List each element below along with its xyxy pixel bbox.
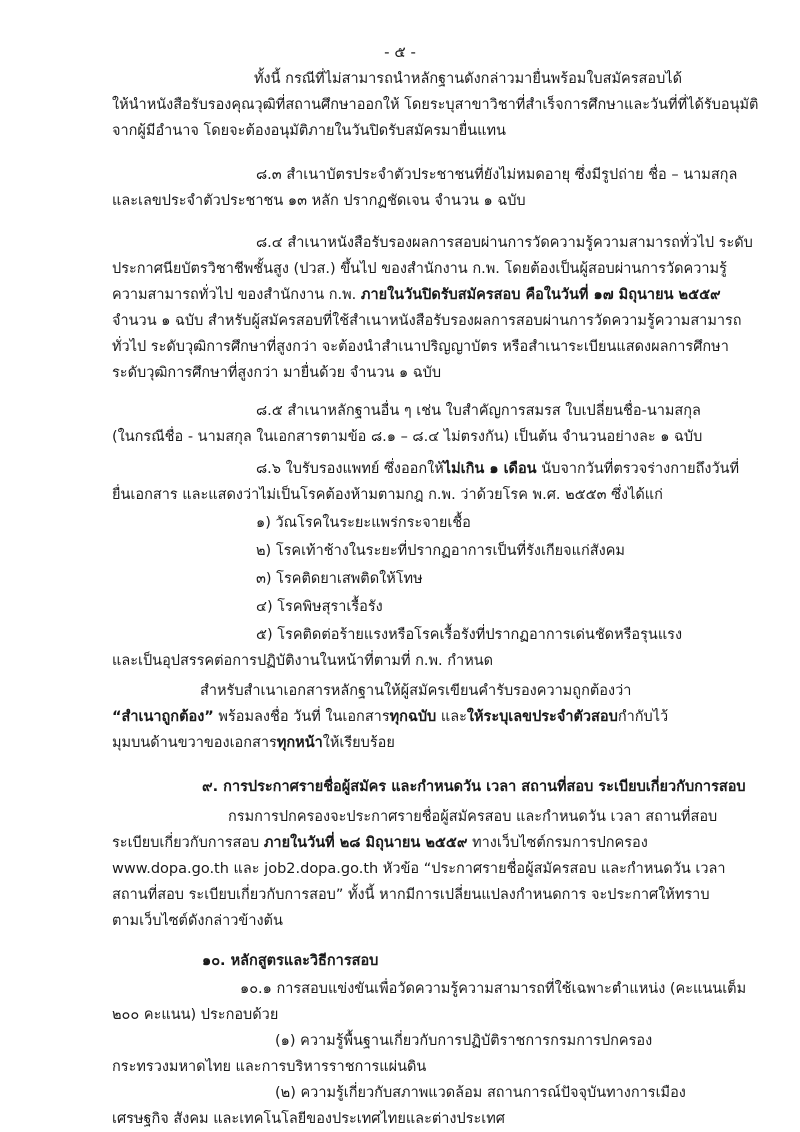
text-line: จากผู้มีอำนาจ โดยจะต้องอนุมัติภายในวันปิดรับสมัครมายื่นแทน — [112, 123, 506, 139]
text-line: สำหรับสำเนาเอกสารหลักฐานให้ผู้สมัครเขียนคำรับรองความถูกต้องว่า — [200, 683, 632, 699]
text-line: กรมการปกครองจะประกาศรายชื่อผู้สมัครสอบ และกำหนดวัน เวลา สถานที่สอบ — [228, 809, 718, 825]
section-heading: ๑๐. หลักสูตรและวิธีการสอบ — [202, 953, 379, 969]
list-item: ๕) โรคติดต่อร้ายแรงหรือโรคเรื้อรังที่ปรากฏอาการเด่นชัดหรือรุนแรง — [256, 627, 683, 643]
text-line: ๘.๖ ใบรับรองแพทย์ ซึ่งออกให้ไม่เกิน ๑ เดือน นับจากวันที่ตรวจร่างกายถึงวันที่ — [256, 461, 740, 477]
section-heading: ๙. การประกาศรายชื่อผู้สมัคร และกำหนดวัน เวลา สถานที่สอบ ระเบียบเกี่ยวกับการสอบ — [202, 779, 746, 795]
text-line: มุมบนด้านขวาของเอกสารทุกหน้าให้เรียบร้อย — [112, 735, 395, 751]
text-line: และเลขประจำตัวประชาชน ๑๓ หลัก ปรากฏชัดเจน จำนวน ๑ ฉบับ — [112, 193, 526, 209]
text-line: ตามเว็บไซต์ดังกล่าวข้างต้น — [112, 913, 283, 929]
text-line: ระดับวุฒิการศึกษาที่สูงกว่า มายื่นด้วย จำนวน ๑ ฉบับ — [112, 365, 442, 381]
text-line: เศรษฐกิจ สังคม และเทคโนโลยีของประเทศไทยและต่างประเทศ — [112, 1111, 505, 1127]
text-line: ให้นำหนังสือรับรองคุณวุฒิที่สถานศึกษาออกให้ โดยระบุสาขาวิชาที่สำเร็จการศึกษาและวันที่ที่ได้รับอนุมัติ — [112, 97, 759, 113]
text-line: (๑) ความรู้พื้นฐานเกี่ยวกับการปฏิบัติราชการกรมการปกครอง — [275, 1033, 653, 1049]
text-line: และเป็นอุปสรรคต่อการปฏิบัติงานในหน้าที่ตามที่ ก.พ. กำหนด — [112, 653, 494, 669]
text-line: จำนวน ๑ ฉบับ สำหรับผู้สมัครสอบที่ใช้สำเนาหนังสือรับรองผลการสอบผ่านการวัดความรู้ความสามารถ — [112, 313, 742, 329]
text-line: ความสามารถทั่วไป ของสำนักงาน ก.พ. ภายในวันปิดรับสมัครสอบ คือในวันที่ ๑๗ มิถุนายน ๒๕๕๙ — [112, 287, 721, 303]
text-line: www.dopa.go.th และ job2.dopa.go.th หัวข้อ “ประกาศรายชื่อผู้สมัครสอบ และกำหนดวัน เวลา — [112, 861, 726, 877]
text-line: ประกาศนียบัตรวิชาชีพชั้นสูง (ปวส.) ขึ้นไป ของสำนักงาน ก.พ. โดยต้องเป็นผู้สอบผ่านการวัดความรู้ — [112, 261, 727, 277]
text-line: ๑๐.๑ การสอบแข่งขันเพื่อวัดความรู้ความสามารถที่ใช้เฉพาะตำแหน่ง (คะแนนเต็ม — [240, 981, 747, 997]
page-number: - ๕ - — [384, 43, 416, 61]
list-item: ๓) โรคติดยาเสพติดให้โทษ — [256, 571, 423, 587]
list-item: ๒) โรคเท้าช้างในระยะที่ปรากฏอาการเป็นที่รังเกียจแก่สังคม — [256, 543, 625, 559]
text-line: ระเบียบเกี่ยวกับการสอบ ภายในวันที่ ๒๘ มิถุนายน ๒๕๕๙ ทางเว็บไซต์กรมการปกครอง — [112, 835, 648, 851]
text-line: (๒) ความรู้เกี่ยวกับสภาพแวดล้อม สถานการณ์ปัจจุบันทางการเมือง — [275, 1085, 686, 1101]
text-line: ๒๐๐ คะแนน) ประกอบด้วย — [112, 1007, 279, 1023]
text-line: “สำเนาถูกต้อง” พร้อมลงชื่อ วันที่ ในเอกสารทุกฉบับ และให้ระบุเลขประจำตัวสอบกำกับไว้ — [112, 709, 669, 725]
text-line: ยื่นเอกสาร และแสดงว่าไม่เป็นโรคต้องห้ามตามกฎ ก.พ. ว่าด้วยโรค พ.ศ. ๒๕๕๓ ซึ่งได้แก่ — [112, 487, 663, 503]
text-line: กระทรวงมหาดไทย และการบริหารราชการแผ่นดิน — [112, 1059, 427, 1075]
list-item: ๔) โรคพิษสุราเรื้อรัง — [256, 599, 383, 615]
text-line: ๘.๔ สำเนาหนังสือรับรองผลการสอบผ่านการวัดความรู้ความสามารถทั่วไป ระดับ — [256, 235, 753, 251]
text-line: ๘.๕ สำเนาหลักฐานอื่น ๆ เช่น ใบสำคัญการสมรส ใบเปลี่ยนชื่อ-นามสกุล — [256, 403, 701, 419]
text-line: ทั่วไป ระดับวุฒิการศึกษาที่สูงกว่า จะต้องนำสำเนาปริญญาบัตร หรือสำเนาระเบียนแสดงผลการศึกษา — [112, 339, 729, 355]
text-line: สถานที่สอบ ระเบียบเกี่ยวกับการสอบ” ทั้งนี้ หากมีการเปลี่ยนแปลงกำหนดการ จะประกาศให้ทราบ — [112, 887, 710, 903]
text-line: ทั้งนี้ กรณีที่ไม่สามารถนำหลักฐานดังกล่าวมายื่นพร้อมใบสมัครสอบได้ — [254, 71, 682, 87]
text-line: (ในกรณีชื่อ - นามสกุล ในเอกสารตามข้อ ๘.๑ – ๘.๔ ไม่ตรงกัน) เป็นต้น จำนวนอย่างละ ๑ ฉบับ — [112, 429, 703, 445]
list-item: ๑) วัณโรคในระยะแพร่กระจายเชื้อ — [256, 515, 471, 531]
text-line: ๘.๓ สำเนาบัตรประจำตัวประชาชนที่ยังไม่หมดอายุ ซึ่งมีรูปถ่าย ชื่อ – นามสกุล — [256, 167, 738, 183]
